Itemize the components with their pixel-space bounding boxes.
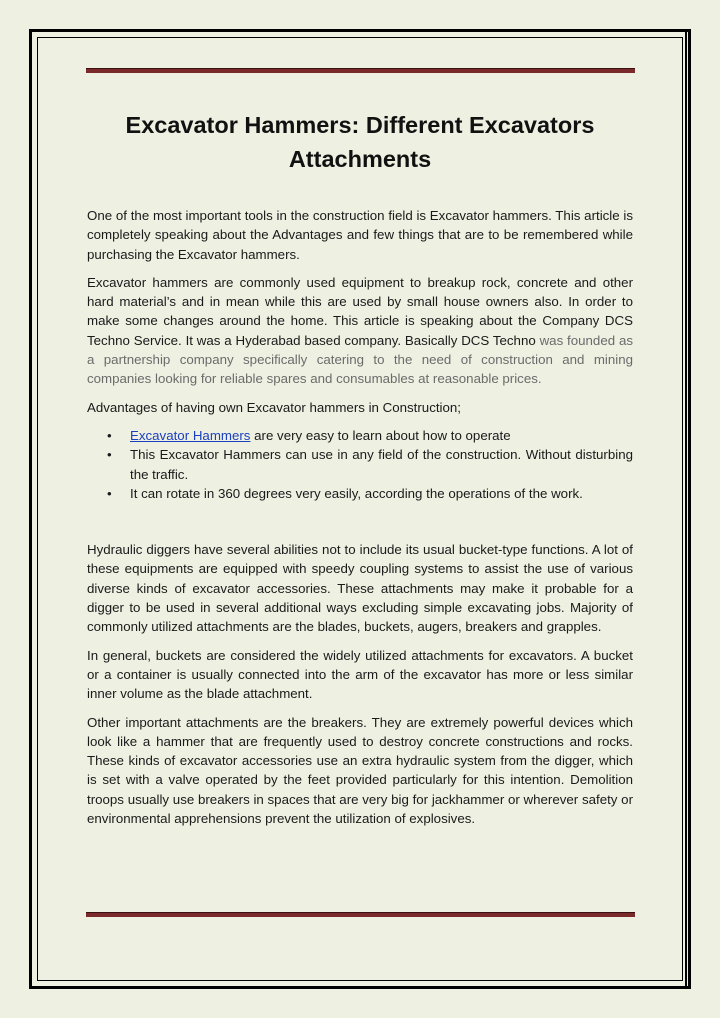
excavator-hammers-link[interactable]: Excavator Hammers: [130, 427, 251, 443]
company-paragraph-muted: was founded as a partnership company specifically catering to the need of construction and mining companies looking for reliable spares and consumables at reasonable prices.: [87, 332, 633, 387]
bullet-icon: •: [107, 427, 112, 443]
list-item: [107, 445, 633, 484]
header-rule: [86, 68, 635, 73]
breakers-paragraph: Other important attachments are the breakers. They are extremely powerful devices which look like a hammer that are frequently used to destroy concrete constructions and rocks. These kinds of excavator accessories use an extra hydraulic system from the digger, which is set with a valve operated by the feet provided particularly for this intention. Demolition troops usually use breakers in spaces that are very big for jackhammer or wherever safety or environmental apprehensions prevent the utilization of explosives.: [87, 714, 633, 827]
company-paragraph-main: Excavator hammers are commonly used equipment to breakup rock, concrete and other hard material’s and in mean while this are used by small house owners also. In order to make some changes around the home. This article is speaking about the Company DCS Techno Service. It was a Hyderabad based company. Basically DCS Techno: [87, 274, 633, 348]
advantages-heading: Advantages of having own Excavator hammers in Construction;: [87, 399, 461, 415]
list-item-text: This Excavator Hammers can use in any field of the construction. Without disturbing the traffic.: [130, 447, 633, 482]
bullet-icon: •: [107, 447, 112, 463]
article-title: Excavator Hammers: Different Excavators Attachments: [125, 112, 595, 172]
intro-paragraph: One of the most important tools in the construction field is Excavator hammers. This article is completely speaking about the Advantages and few things that are to be remembered while purchasing the Excavator hammers.: [87, 208, 633, 262]
buckets-paragraph: In general, buckets are considered the widely utilized attachments for excavators. A bucket or a container is usually connected into the arm of the excavator has more or less similar inner volume as the blade attachment.: [87, 647, 633, 702]
company-paragraph: [87, 273, 633, 389]
diggers-paragraph: Hydraulic diggers have several abilities not to include its usual bucket-type functions. A lot of these equipments are equipped with speedy coupling systems to assist the use of various diverse kinds of excavator accessories. These attachments may make it probable for a digger to be used in several additional ways excluding simple excavating jobs. Majority of commonly utilized attachments are the blades, buckets, augers, breakers and grapples.: [87, 542, 633, 635]
bullet-icon: •: [107, 485, 112, 501]
advantages-list: [87, 426, 633, 503]
list-item-text: It can rotate in 360 degrees very easily, according the operations of the work.: [130, 485, 583, 501]
list-item-text: are very easy to learn about how to operate: [250, 427, 511, 443]
list-item: [107, 484, 633, 503]
footer-rule: [86, 912, 635, 917]
list-item: [107, 426, 633, 445]
article-body: [87, 108, 633, 837]
page-border-accent: [685, 31, 687, 987]
